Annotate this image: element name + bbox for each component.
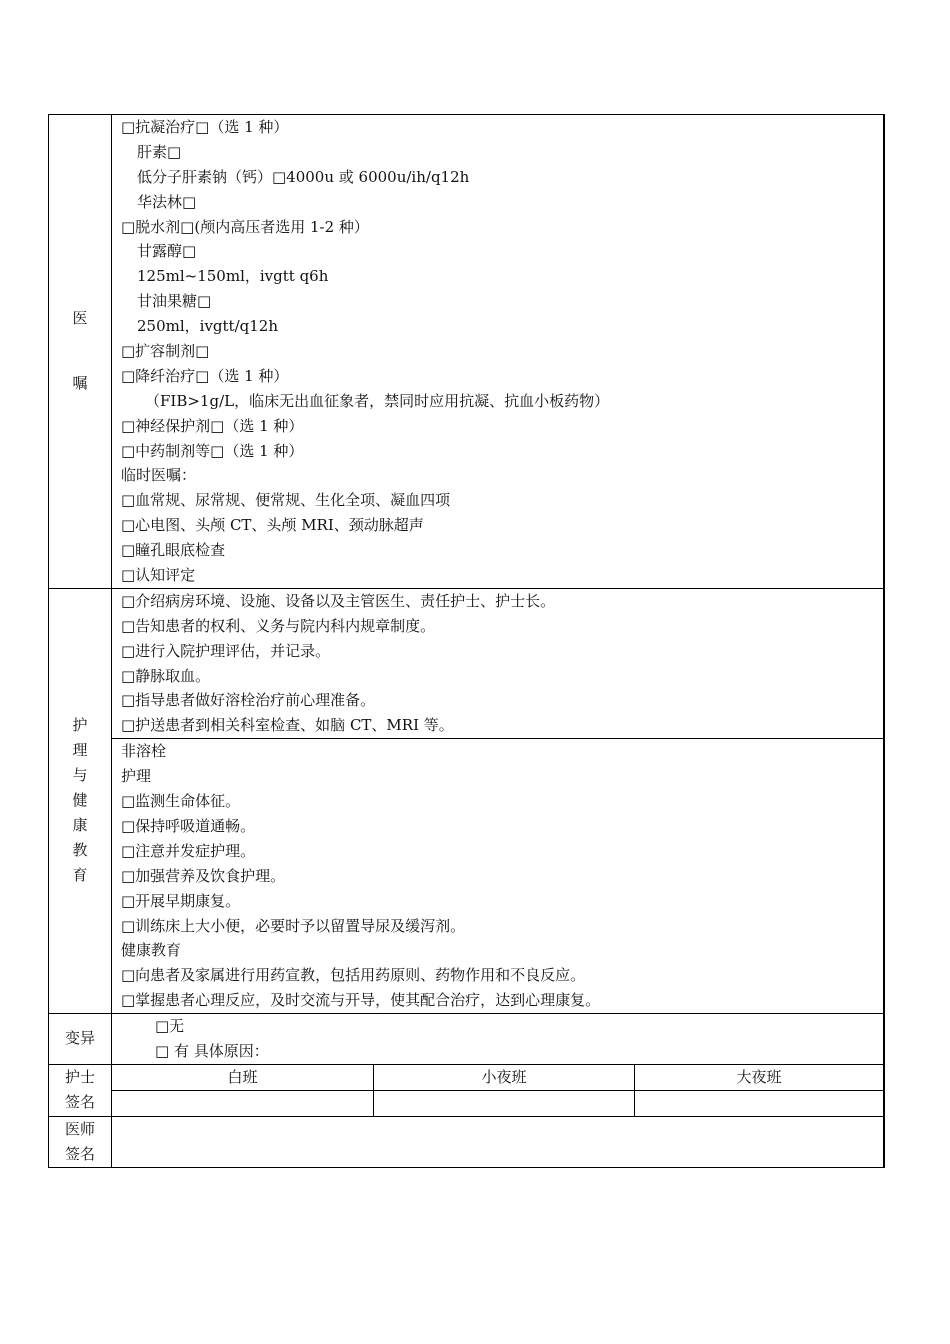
order-item: 肝素□ [137,142,182,161]
order-item[interactable]: □瞳孔眼底检查 [121,541,226,560]
doctor-signature-field[interactable] [112,1117,883,1167]
nurse-signature-row [49,1064,883,1116]
order-item: 125ml~150ml，ivgtt q6h [137,267,329,286]
order-item: 华法林□ [137,192,197,211]
shift-day-signature-field[interactable] [112,1090,373,1116]
order-item[interactable]: □中药制剂等□（选 1 种） [121,441,304,460]
order-item[interactable]: □降纤治疗□（选 1 种） [121,366,289,385]
nursing-item[interactable]: □进行入院护理评估，并记录。 [121,641,331,660]
shift-evening-signature-field[interactable] [373,1090,634,1116]
nursing-item[interactable]: □训练床上大小便，必要时予以留置导尿及缓泻剂。 [121,916,466,935]
doctor-signature-row [49,1116,883,1167]
shift-night-header: 大夜班 [634,1065,883,1090]
orders-label-top: 医 [72,309,88,328]
order-item: 250ml，ivgtt/q12h [137,317,278,336]
variation-yes-option[interactable]: □ 有 具体原因： [155,1041,269,1060]
nursing-admission-section [121,589,883,738]
nursing-item[interactable]: □注意并发症护理。 [121,841,256,860]
nursing-label-char: 康 [72,816,88,835]
nursing-label-char: 育 [72,866,88,885]
order-item: 甘油果糖□ [137,292,212,311]
nursing-item[interactable]: □保持呼吸道通畅。 [121,816,256,835]
variation-label: 变异 [49,1014,112,1064]
order-item: 低分子肝素钠（钙）□4000u 或 6000u/ih/q12h [137,167,470,186]
orders-content [112,115,883,588]
nursing-item[interactable]: □向患者及家属进行用药宣教，包括用药原则、药物作用和不良反应。 [121,966,586,985]
shift-day-header: 白班 [227,1067,258,1086]
nursing-item[interactable]: □开展早期康复。 [121,891,241,910]
nursing-label-char: 与 [72,766,88,785]
order-item[interactable]: □脱水剂□(颅内高压者选用 1-2 种） [121,217,369,236]
nursing-item[interactable]: □指导患者做好溶栓治疗前心理准备。 [121,691,376,710]
nurse-signature-label: 护士 签名 [49,1065,112,1116]
nursing-label-char: 护 [72,716,88,735]
order-item: （FIB>1g/L，临床无出血征象者，禁同时应用抗凝、抗血小板药物） [145,391,610,410]
nurse-signature-grid [112,1065,883,1116]
order-item[interactable]: □扩容制剂□ [121,342,210,361]
nursing-row [49,588,883,1013]
order-item[interactable]: □血常规、尿常规、便常规、生化全项、凝血四项 [121,491,451,510]
order-item[interactable]: □认知评定 [121,566,196,585]
nursing-label-char: 理 [72,741,88,760]
orders-label-bottom: 嘱 [72,374,88,393]
doctor-signature-label: 医师 签名 [49,1117,112,1167]
shift-evening-header: 小夜班 [373,1065,634,1090]
nursing-item: 非溶栓 [121,742,167,761]
nursing-item: 健康教育 [121,941,182,960]
order-item[interactable]: □抗凝治疗□（选 1 种） [121,118,289,136]
nursing-item[interactable]: □掌握患者心理反应，及时交流与开导，使其配合治疗，达到心理康复。 [121,991,601,1010]
orders-label [49,115,112,588]
nursing-item[interactable]: □护送患者到相关科室检查、如脑 CT、MRI 等。 [121,716,454,735]
order-item: 临时医嘱： [121,466,197,485]
nursing-content [112,589,883,1013]
nursing-item[interactable]: □介绍病房环境、设施、设备以及主管医生、责任护士、护士长。 [121,591,556,610]
order-item[interactable]: □心电图、头颅 CT、头颅 MRI、颈动脉超声 [121,516,424,535]
variation-content [112,1014,883,1064]
nursing-non-thrombolysis-section [112,738,883,1013]
nursing-item[interactable]: □监测生命体征。 [121,792,241,811]
variation-row [49,1013,883,1064]
nursing-label-char: 教 [72,841,88,860]
nursing-label [49,589,112,1013]
nursing-item[interactable]: □告知患者的权利、义务与院内科内规章制度。 [121,616,436,635]
nursing-label-char: 健 [72,791,88,810]
variation-none-option[interactable]: □无 [155,1017,185,1036]
clinical-pathway-table [48,114,885,1168]
nursing-item: 护理 [121,767,152,786]
nursing-item[interactable]: □静脉取血。 [121,666,211,685]
orders-row [49,115,883,588]
nursing-item[interactable]: □加强营养及饮食护理。 [121,866,286,885]
order-item[interactable]: □神经保护剂□（选 1 种） [121,416,304,435]
order-item: 甘露醇□ [137,242,197,261]
shift-night-signature-field[interactable] [634,1090,883,1116]
